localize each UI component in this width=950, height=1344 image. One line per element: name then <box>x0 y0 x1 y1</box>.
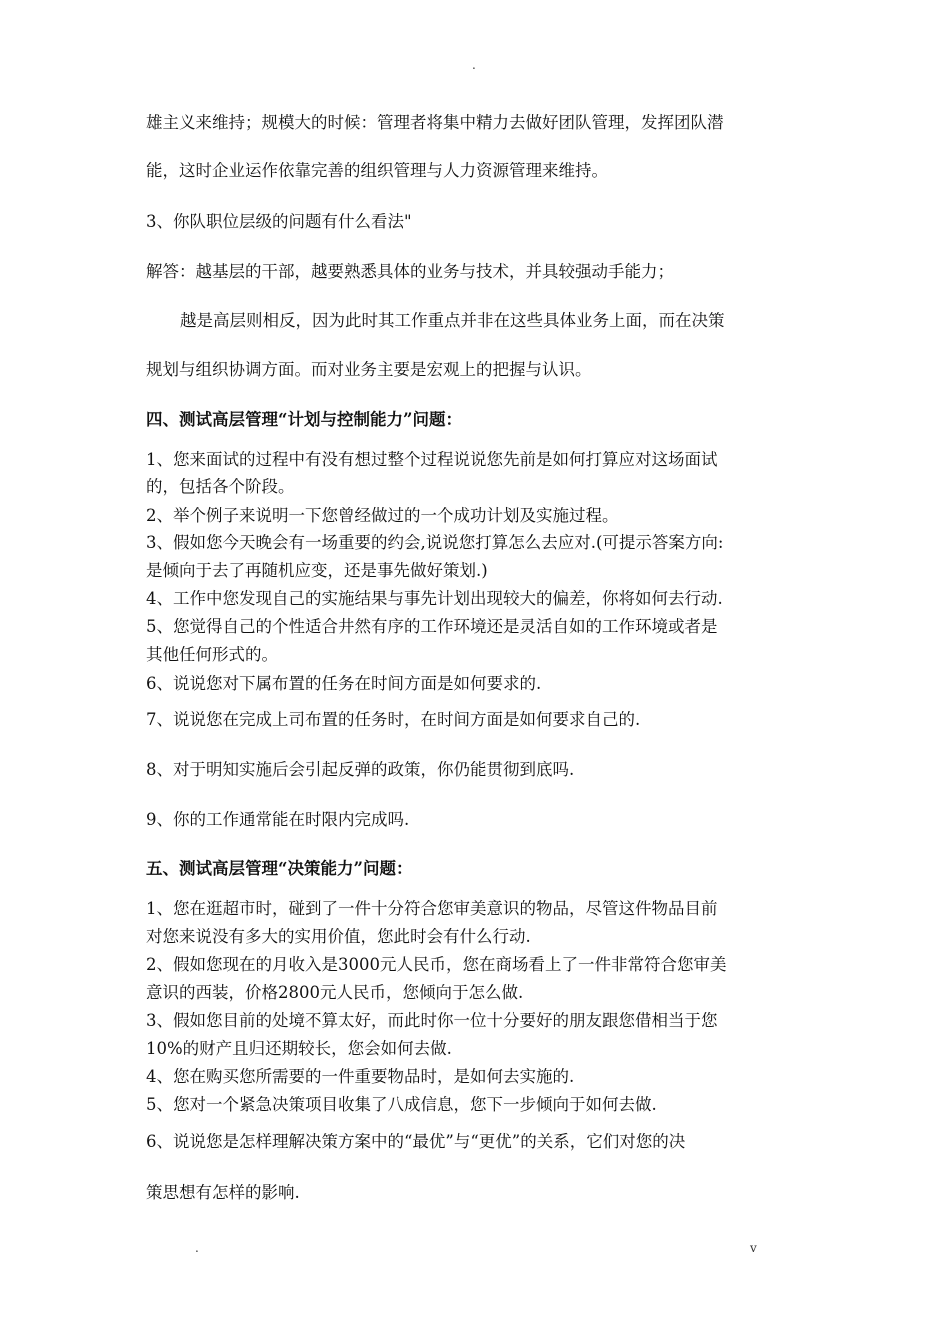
text-line: 其他任何形式的。 <box>146 645 278 664</box>
header-mark: . <box>472 58 476 72</box>
text-line: 10%的财产且归还期较长，您会如何去做. <box>146 1039 452 1058</box>
text-line: 3、你队职位层级的问题有什么看法" <box>146 212 412 231</box>
text-line: 6、说说您对下属布置的任务在时间方面是如何要求的. <box>146 674 542 693</box>
footer-left-mark: . <box>195 1241 199 1255</box>
text-line: 1、您在逛超市时，碰到了一件十分符合您审美意识的物品，尽管这件物品目前 <box>146 899 718 918</box>
text-line: 5、您觉得自己的个性适合井然有序的工作环境还是灵活自如的工作环境或者是 <box>146 617 718 636</box>
text-line: 是倾向于去了再随机应变，还是事先做好策划.) <box>146 561 488 580</box>
text-line: 2、举个例子来说明一下您曾经做过的一个成功计划及实施过程。 <box>146 506 619 525</box>
text-line: 7、说说您在完成上司布置的任务时，在时间方面是如何要求自己的. <box>146 710 641 729</box>
section-heading-planning: 四、测试高层管理“计划与控制能力”问题： <box>146 410 462 429</box>
text-line: 能，这时企业运作依靠完善的组织管理与人力资源管理来维持。 <box>146 161 608 180</box>
text-line: 雄主义来维持；规模大的时候：管理者将集中精力去做好团队管理，发挥团队潜 <box>146 113 724 132</box>
text-line: 9、你的工作通常能在时限内完成吗. <box>146 810 410 829</box>
text-line: 1、您来面试的过程中有没有想过整个过程说说您先前是如何打算应对这场面试 <box>146 450 718 469</box>
text-line: 8、对于明知实施后会引起反弹的政策，你仍能贯彻到底吗. <box>146 760 575 779</box>
text-line: 意识的西装，价格2800元人民币，您倾向于怎么做. <box>146 983 524 1002</box>
section-heading-decision: 五、测试高层管理“决策能力”问题： <box>146 859 413 878</box>
text-line: 6、说说您是怎样理解决策方案中的“最优”与“更优”的关系，它们对您的决 <box>146 1132 686 1151</box>
text-line: 解答：越基层的干部，越要熟悉具体的业务与技术，并具较强动手能力； <box>146 262 674 281</box>
text-line: 3、假如您今天晚会有一场重要的约会,说说您打算怎么去应对.(可提示答案方向: <box>146 533 724 552</box>
text-line: 对您来说没有多大的实用价值，您此时会有什么行动. <box>146 927 531 946</box>
text-line: 4、您在购买您所需要的一件重要物品时，是如何去实施的. <box>146 1067 575 1086</box>
footer-right-mark: v <box>750 1241 757 1255</box>
text-line: 规划与组织协调方面。而对业务主要是宏观上的把握与认识。 <box>146 360 592 379</box>
text-line: 越是高层则相反，因为此时其工作重点并非在这些具体业务上面，而在决策 <box>180 311 725 330</box>
text-line: 2、假如您现在的月收入是3000元人民币，您在商场看上了一件非常符合您审美 <box>146 955 727 974</box>
text-line: 的，包括各个阶段。 <box>146 477 295 496</box>
text-line: 4、工作中您发现自己的实施结果与事先计划出现较大的偏差，你将如何去行动. <box>146 589 723 608</box>
text-line: 3、假如您目前的处境不算太好，而此时你一位十分要好的朋友跟您借相当于您 <box>146 1011 718 1030</box>
text-line: 策思想有怎样的影响. <box>146 1183 300 1202</box>
text-line: 5、您对一个紧急决策项目收集了八成信息，您下一步倾向于如何去做. <box>146 1095 657 1114</box>
